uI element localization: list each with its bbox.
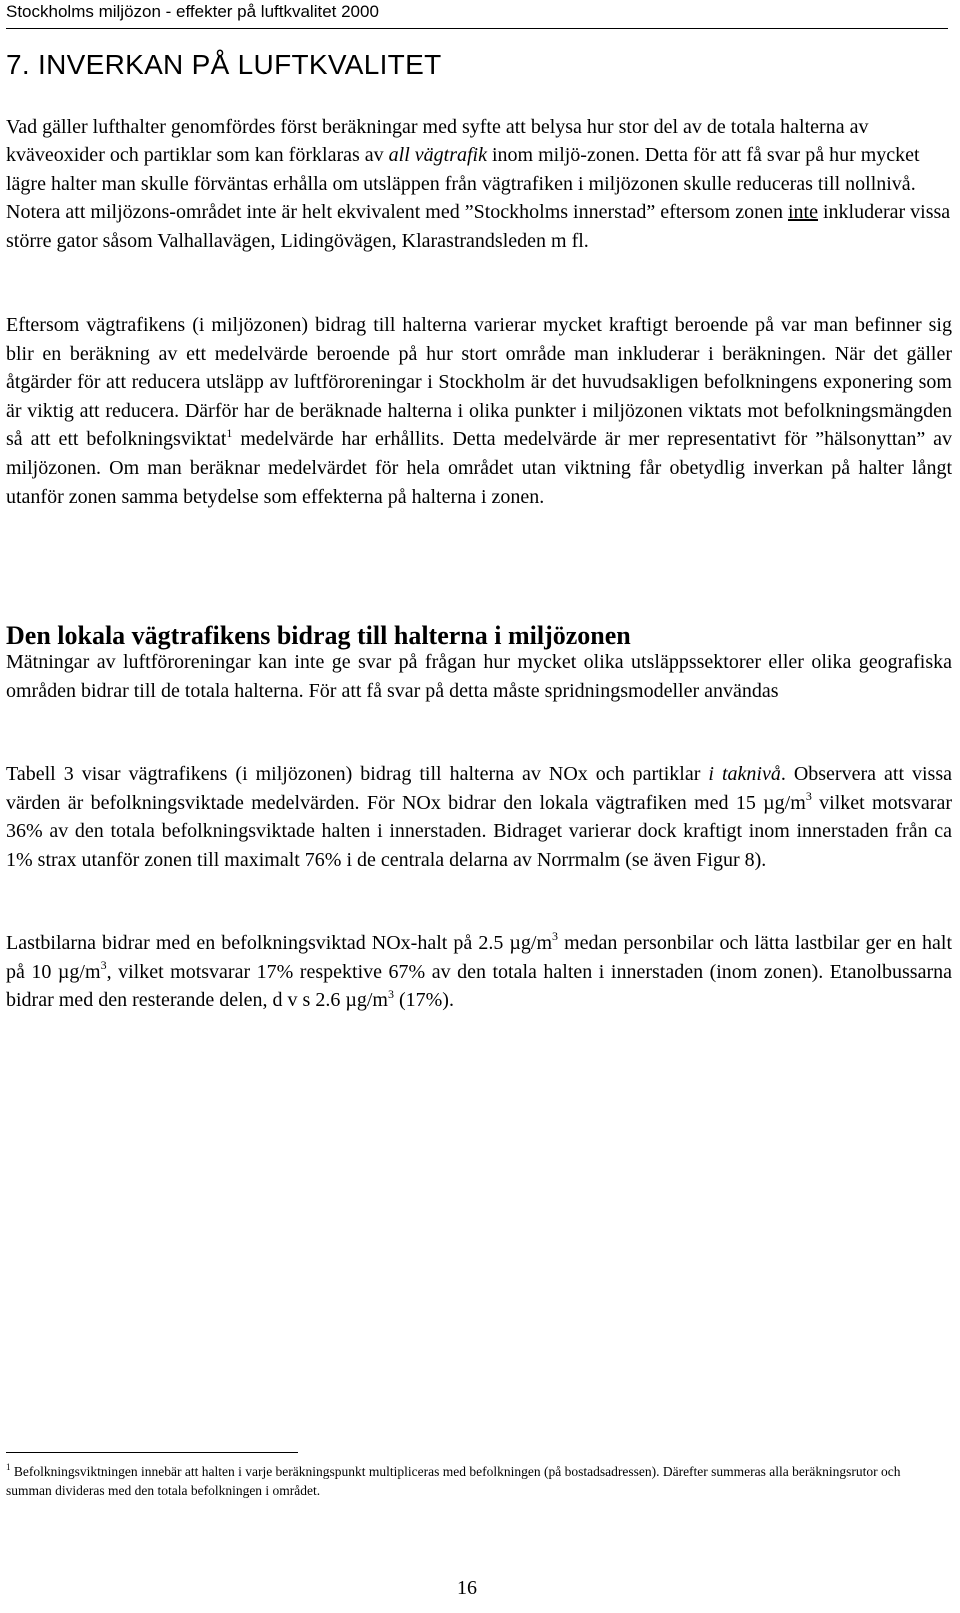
paragraph-intro-text-3: inkluderar vissa större gator såsom Valhallavägen, Lidingövägen, Klarastrandsleden m fl.: [6, 201, 951, 252]
paragraph-vehicles-text-3: , vilket motsvarar 17% respektive 67% av den totala halten i innerstaden (inom zonen). Etanolbussarna bidrar med den resterande delen, d v s 2.6 µg/m: [6, 960, 952, 1012]
section-title: 7. INVERKAN PÅ LUFTKVALITET: [6, 49, 442, 80]
paragraph-intro-emphasis: all vägtrafik: [388, 144, 487, 167]
paragraph-table3-text-2: . Observera att vissa värden är befolkningsviktade medelvärden. För NOx bidrar den lokala vägtrafiken med 15 µg/m: [6, 763, 952, 814]
paragraph-intro: [6, 113, 952, 255]
footnote: [6, 1462, 946, 1500]
paragraph-table3-text-3: vilket motsvarar 36% av den totala befolkningsviktade halten i innerstaden. Bidraget varierar dock kraftigt inom innerstaden från ca 1% strax utanför zonen till maximalt 76% i de centrala delarna av Norrmalm (se även Figur 8).: [6, 791, 952, 871]
paragraph-weighting-text-1: Eftersom vägtrafikens (i miljözonen) bidrag till halterna varierar mycket kraftigt beroende på var man befinner sig blir en beräkning av ett medelvärde beroende på hur stort område man inkluderar i beräkningen. När det gäller åtgärder för att reducera utsläpp av luftföroreningar i Stockholm är det huvudsakligen befolkningens exponering som är viktig att reducera. Därför har de beräknade halterna i olika punkter i miljözonen viktats mot befolkningsmängden så att ett befolkningsviktat: [6, 314, 952, 451]
paragraph-vehicles-text-2: medan personbilar och lätta lastbilar ger en halt på 10 µg/m: [6, 932, 952, 983]
footnote-text: Befolkningsviktningen innebär att halten i varje beräkningspunkt multipliceras med befolkningen (på bostadsadressen). Därefter summeras alla beräkningsrutor och summan divideras med den totala befolkningen i området.: [6, 1464, 901, 1498]
paragraph-intro-underlined: inte: [787, 201, 818, 224]
page-number: 16: [457, 1577, 477, 1599]
superscript-3: 3: [100, 957, 107, 972]
superscript-3: 3: [805, 788, 812, 803]
paragraph-table3: [6, 760, 952, 874]
superscript-3: 3: [387, 986, 394, 1001]
subsection-title: Den lokala vägtrafikens bidrag till halterna i miljözonen: [6, 621, 631, 650]
paragraph-table3-text-1: Tabell 3 visar vägtrafikens (i miljözonen) bidrag till halterna av NOx och partiklar: [6, 763, 709, 785]
paragraph-weighting: [6, 311, 952, 511]
paragraph-vehicles: [6, 929, 952, 1015]
paragraph-intro-text-1: Vad gäller lufthalter genomfördes först beräkningar med syfte att belysa hur stor del av de totala halterna av kväveoxider och partiklar som kan förklaras av: [6, 116, 869, 167]
footnote-reference[interactable]: 1: [226, 425, 233, 440]
footnote-marker: 1: [6, 1461, 11, 1472]
paragraph-weighting-text-2: medelvärde har erhållits. Detta medelvärde är mer representativt för ”hälsonyttan” av miljözonen. Om man beräknar medelvärdet för hela området utan viktning får obetydlig inverkan på halter långt utanför zonen samma betydelse som effekterna på halterna i zonen.: [6, 428, 952, 508]
paragraph-table3-emphasis: i taknivå: [708, 763, 781, 785]
paragraph-measurements: Mätningar av luftföroreningar kan inte ge svar på frågan hur mycket olika utsläppssektorer eller olika geografiska områden bidrar till de totala halterna. För att få svar på detta måste spridningsmodeller användas: [6, 651, 952, 702]
paragraph-vehicles-text-4: (17%).: [393, 989, 454, 1012]
footnote-divider: [6, 1452, 298, 1453]
paragraph-intro-text-2: inom miljö-zonen. Detta för att få svar på hur mycket lägre halter man skulle förväntas erhålla om utsläppen från vägtrafiken i miljözonen skulle reduceras till nollnivå. Notera att miljözons-området inte är helt ekvivalent med ”Stockholms innerstad” eftersom zonen: [6, 144, 920, 224]
header-divider: [6, 28, 948, 29]
paragraph-vehicles-text-1: Lastbilarna bidrar med en befolkningsviktad NOx-halt på 2.5 µg/m: [6, 932, 553, 954]
running-header: Stockholms miljözon - effekter på luftkvalitet 2000: [6, 2, 379, 21]
superscript-3: 3: [552, 929, 559, 944]
